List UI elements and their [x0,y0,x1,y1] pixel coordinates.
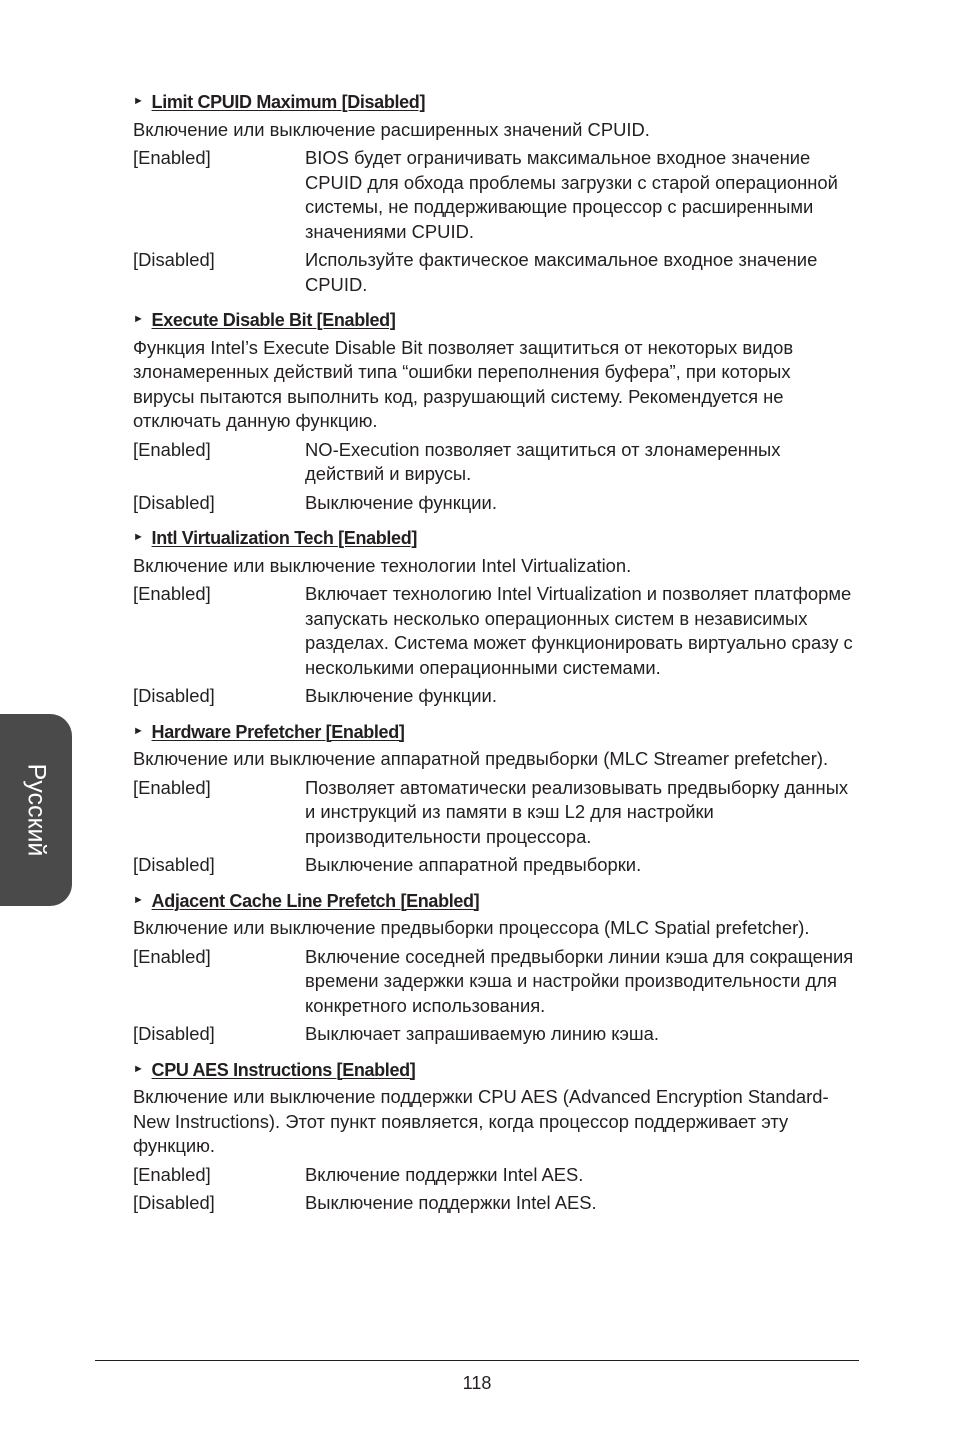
option-key: [Disabled] [133,1023,215,1044]
option-value: Выключает запрашиваемую линию кэша. [305,1023,659,1044]
triangle-bullet-icon: ► [133,95,144,107]
option-key: [Enabled] [133,776,211,798]
section-heading [133,1058,863,1083]
section-description: Включение или выключение расширенных значений CPUID. [133,118,650,140]
footer-divider [95,1360,859,1361]
section-execute-disable-bit [133,308,863,515]
section-heading [133,90,863,115]
section-hardware-prefetcher [133,720,863,878]
section-description: Включение или выключение технологии Intel Virtualization. [133,554,632,576]
section-heading-text: Adjacent Cache Line Prefetch [Enabled] [151,890,480,911]
option-key: [Disabled] [133,1192,215,1213]
page-number: 118 [462,1373,492,1393]
triangle-bullet-icon: ► [133,1062,144,1075]
section-heading [133,308,863,333]
triangle-bullet-icon: ► [133,893,144,906]
option-value: Используйте фактическое максимальное входное значение CPUID. [305,249,818,295]
option-key: [Enabled] [133,1163,211,1185]
triangle-bullet-icon: ► [133,531,144,543]
language-side-tab-label: Русский [22,763,51,857]
option-row [133,1163,863,1188]
option-row [133,248,863,297]
page-content [133,90,863,1227]
option-row [133,1022,863,1047]
option-value: Выключение поддержки Intel AES. [305,1192,597,1213]
section-heading [133,889,863,914]
option-key: [Disabled] [133,685,215,706]
section-description: Включение или выключение поддержки CPU AES (Advanced Encryption Standard-New Instructions). Этот пункт появляется, когда процессор поддерживает эту функцию. [133,1086,829,1156]
option-row [133,582,863,680]
option-value: Выключение функции. [305,491,497,513]
language-side-tab [0,714,72,906]
option-value: NO-Execution позволяет защититься от злонамеренных действий и вирусы. [305,438,781,484]
section-heading-text: Intl Virtualization Tech [Enabled] [151,528,418,548]
section-adjacent-cache-line-prefetch [133,889,863,1047]
option-key: [Disabled] [133,854,215,875]
option-key: [Enabled] [133,438,211,460]
section-heading [133,526,863,551]
option-row [133,776,863,850]
section-cpu-aes-instructions [133,1058,863,1216]
option-key: [Disabled] [133,491,215,513]
section-heading-text: Execute Disable Bit [Enabled] [151,310,396,330]
option-row [133,146,863,244]
option-row [133,438,863,487]
option-key: [Disabled] [133,249,215,270]
triangle-bullet-icon: ► [133,313,144,325]
option-row [133,853,863,878]
triangle-bullet-icon: ► [133,724,144,737]
option-key: [Enabled] [133,147,211,168]
section-intel-virtualization-tech [133,526,863,709]
section-heading-text: Limit CPUID Maximum [Disabled] [151,92,426,112]
option-value: Включение поддержки Intel AES. [305,1163,584,1185]
option-row [133,491,863,516]
option-value: Включение соседней предвыборки линии кэша для сокращения времени задержки кэша и настройки производительности для конкретного использования. [305,945,854,1016]
section-heading [133,720,863,745]
section-description: Включение или выключение предвыборки процессора (MLC Spatial prefetcher). [133,917,810,938]
option-key: [Enabled] [133,583,211,604]
section-description: Функция Intel’s Execute Disable Bit позволяет защититься от некоторых видов злонамеренных действий типа “ошибки переполнения буфера”, при которых вирусы пытаются выполнить код, разрушающий систему. Рекомендуется не отключать данную функцию. [133,336,794,431]
section-heading-text: CPU AES Instructions [Enabled] [151,1059,416,1080]
option-value: Выключение аппаратной предвыборки. [305,854,642,875]
option-key: [Enabled] [133,945,211,967]
option-row [133,945,863,1019]
section-limit-cpuid-maximum [133,90,863,297]
option-row [133,1191,863,1216]
option-row [133,684,863,709]
option-value: Позволяет автоматически реализовывать предвыборку данных и инструкций из памяти в кэш L2 для настройки производительности процессора. [305,776,849,847]
section-description: Включение или выключение аппаратной предвыборки (MLC Streamer prefetcher). [133,748,829,769]
option-value: BIOS будет ограничивать максимальное входное значение CPUID для обхода проблемы загрузки с старой операционной системы, не поддерживающие процессор с расширенными значениями CPUID. [305,147,838,242]
section-heading-text: Hardware Prefetcher [Enabled] [151,721,405,742]
option-value: Включает технологию Intel Virtualization и позволяет платформе запускать несколько операционных систем в независимых разделах. Система может функционировать виртуально сразу с несколькими операционными системами. [305,583,853,678]
option-value: Выключение функции. [305,685,497,706]
